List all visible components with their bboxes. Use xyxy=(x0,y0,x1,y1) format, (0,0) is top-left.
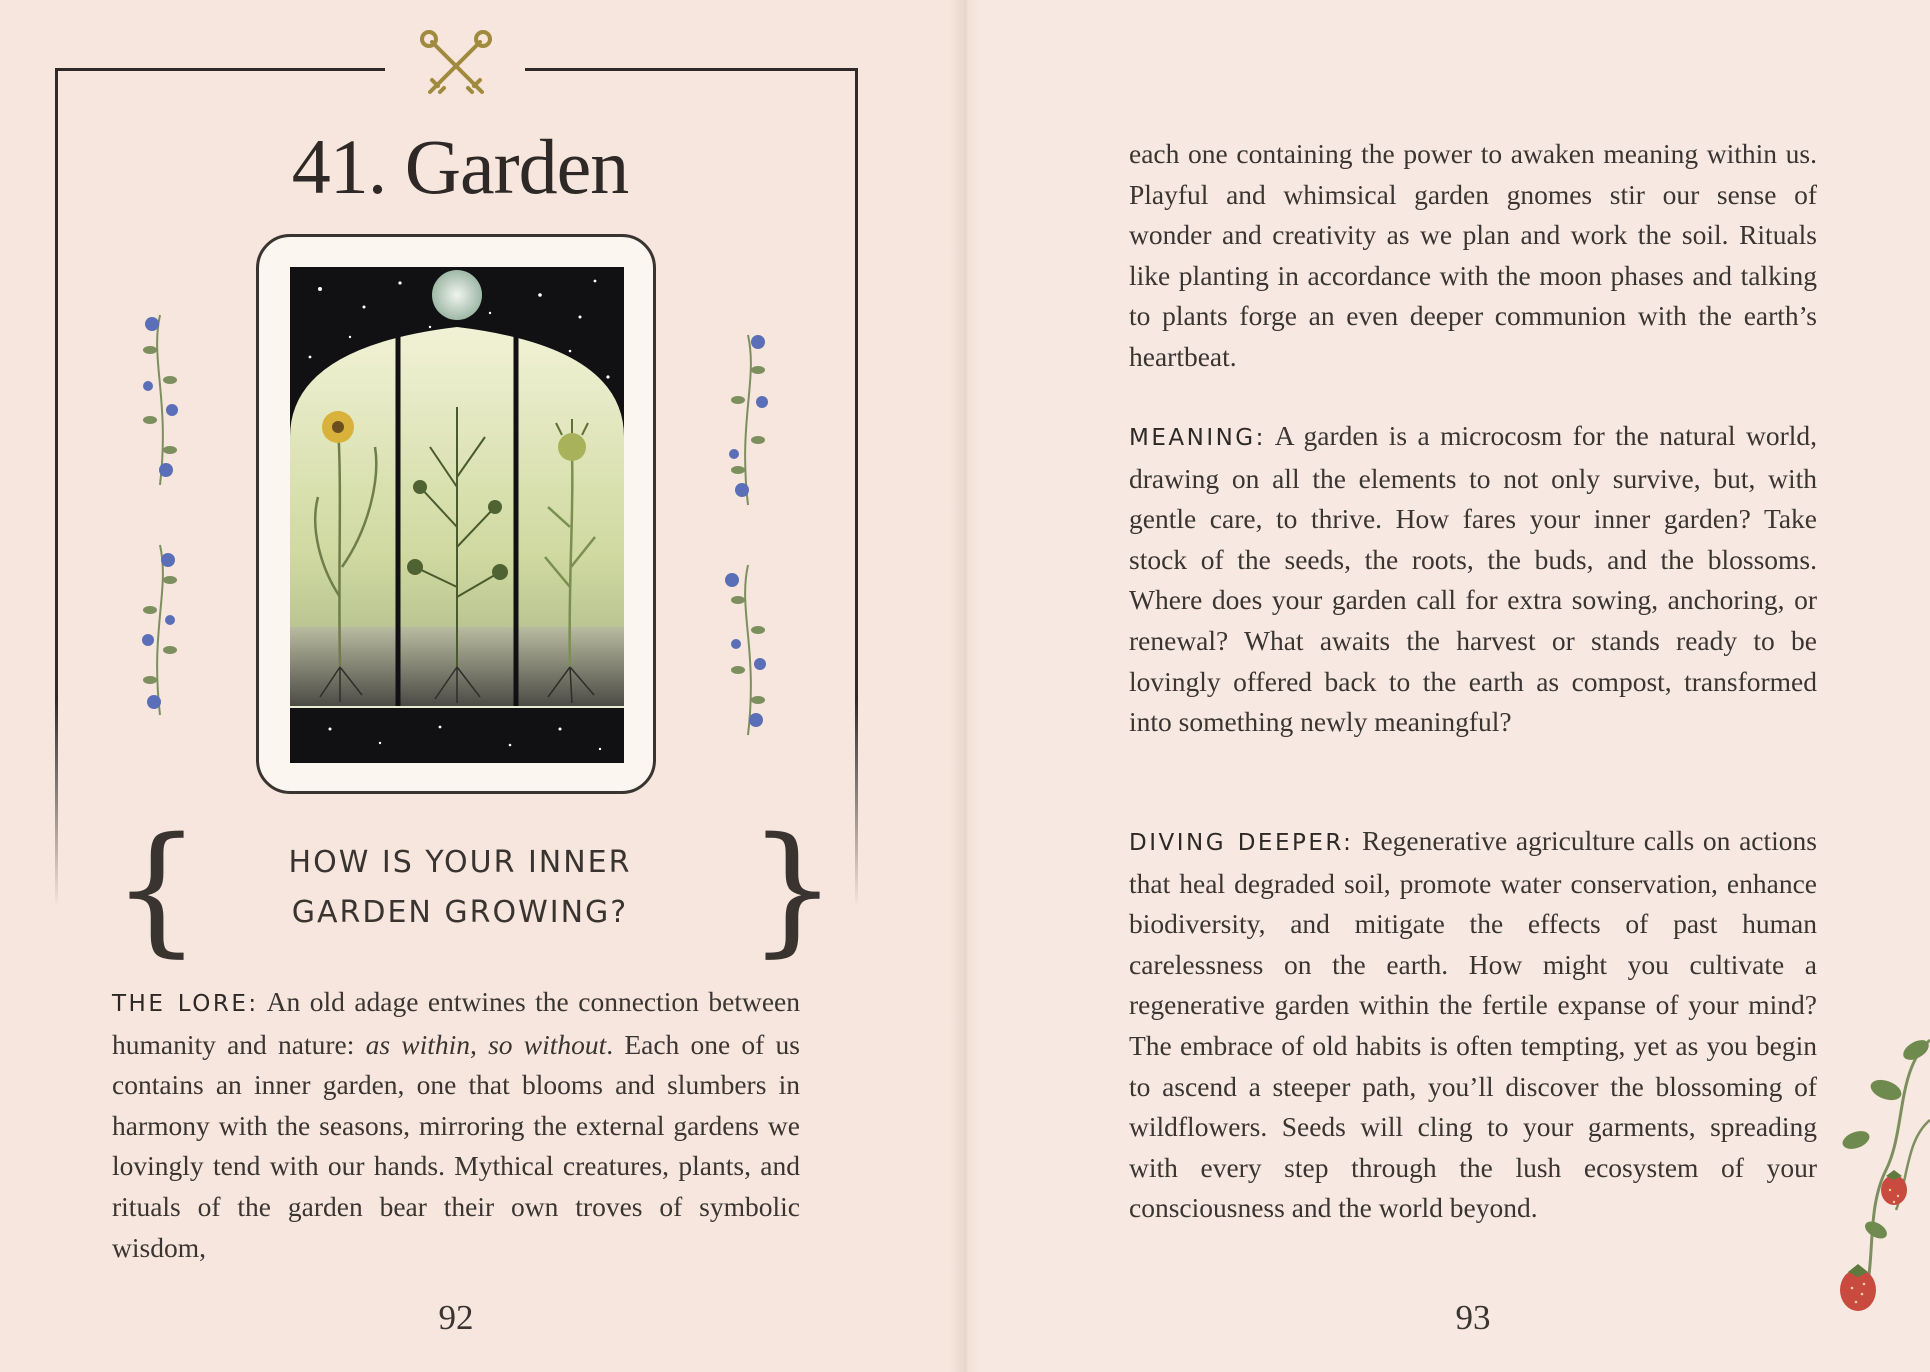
frame-left xyxy=(55,68,58,908)
meaning-label: MEANING: xyxy=(1129,425,1266,451)
meaning-paragraph xyxy=(1129,416,1817,743)
lore-emphasis: as within, so without xyxy=(365,1028,607,1060)
diving-deeper-text: Regenerative agriculture calls on actions that heal degraded soil, promote water conservation, enhance biodiversity, and mitigate the effects of past human carelessness on the earth. How might you cultivate a regenerative garden within the fertile expanse of your mind? The embrace of old habits is often tempting, yet as you begin to ascend a steeper path, you’ll discover the blossoming of wildflowers. Seeds will cling to your garments, spreading with every step through the lush ecosystem of your consciousness and the world beyond. xyxy=(1129,825,1817,1224)
lore-text-2: . Each one of us contains an inner garden, one that blooms and slumbers in harmony with the seasons, mirroring the external gardens we lovingly tend with our hands. Mythical creatures, plants, and rituals of the garden bear their own troves of symbolic wisdom, xyxy=(112,1028,800,1263)
frame-top-left xyxy=(55,68,385,71)
violet-vine-icon xyxy=(130,540,190,720)
brace-open: { xyxy=(112,808,202,971)
garden-card-illustration xyxy=(290,267,624,763)
lore-text-1: An old adage entwines the connection between humanity and nature: xyxy=(112,986,800,1060)
card-prompt xyxy=(200,838,720,938)
crossed-keys-icon xyxy=(418,28,494,104)
violet-vine-icon xyxy=(718,330,778,510)
continuation-paragraph xyxy=(1129,134,1817,378)
meaning-text: A garden is a microcosm for the natural world, drawing on all the elements to not only survive, but, with gentle care, to thrive. How fares your inner garden? Take stock of the seeds, the roots, the buds, and the blossoms. Where does your garden call for extra sowing, anchoring, or renewal? What awaits the harvest or stands ready to be lovingly offered back to the earth as compost, transformed into something newly meaningful? xyxy=(1129,420,1817,738)
prompt-line-2: GARDEN GROWING? xyxy=(291,895,629,930)
continuation-text: each one containing the power to awaken meaning within us. Playful and whimsical garden gnomes stir our sense of wonder and creativity as we plan and work the soil. Rituals like planting in accordance with the moon phases and talking to plants forge an even deeper communion with the earth’s heartbeat. xyxy=(1129,138,1817,372)
violet-vine-icon xyxy=(718,560,778,740)
frame-right xyxy=(855,68,858,908)
violet-vine-icon xyxy=(130,310,190,490)
diving-deeper-paragraph xyxy=(1129,821,1817,1229)
brace-close: } xyxy=(748,808,838,971)
prompt-line-1: HOW IS YOUR INNER xyxy=(288,845,632,880)
page-number-right: 93 xyxy=(1455,1298,1491,1337)
book-gutter xyxy=(950,0,980,1372)
frame-top-right xyxy=(525,68,858,71)
diving-deeper-label: DIVING DEEPER: xyxy=(1129,830,1354,856)
page-number-left: 92 xyxy=(438,1298,474,1337)
lore-label: THE LORE: xyxy=(112,991,259,1017)
lore-paragraph xyxy=(112,982,800,1268)
page-title: 41. Garden xyxy=(291,123,629,210)
strawberry-plant-icon xyxy=(1836,1030,1930,1330)
